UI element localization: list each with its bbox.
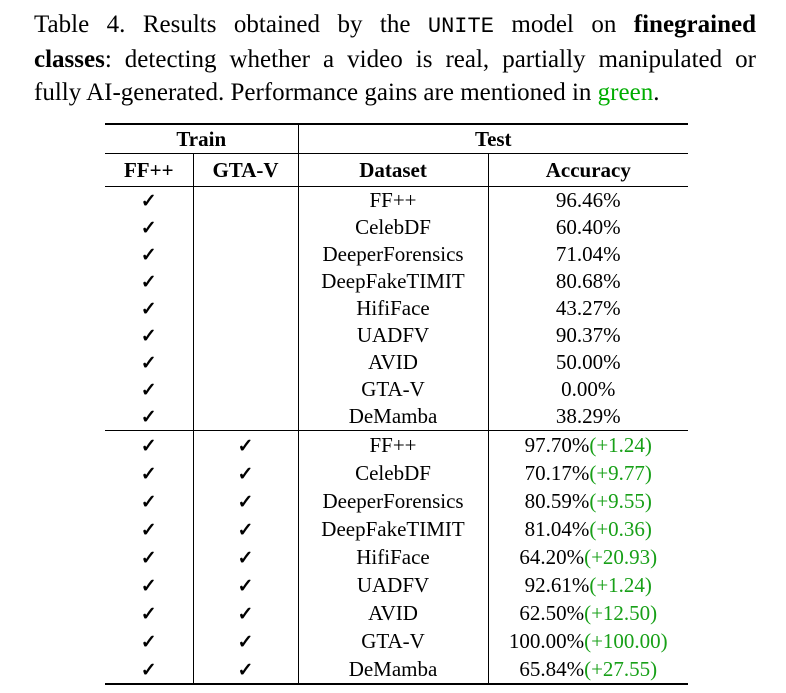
table-row (105, 295, 688, 322)
train-ffpp-cell (105, 376, 193, 403)
train-ffpp-cell (105, 459, 193, 487)
accuracy-gain: (+1.24) (589, 572, 652, 597)
dataset-cell: UADFV (298, 322, 488, 349)
accuracy-cell (488, 241, 688, 268)
accuracy-cell (488, 543, 688, 571)
accuracy-cell (488, 627, 688, 655)
train-gtav-cell (193, 431, 298, 460)
accuracy-cell (488, 322, 688, 349)
train-gtav-cell (193, 487, 298, 515)
accuracy-gain: (+20.93) (584, 544, 658, 569)
accuracy-cell (488, 487, 688, 515)
caption-text: model on (493, 11, 634, 38)
train-ffpp-cell (105, 349, 193, 376)
caption-model-name: UNITE (427, 14, 494, 39)
checkmark-icon: ✓ (237, 519, 254, 541)
checkmark-icon: ✓ (237, 575, 254, 597)
accuracy-value: 81.04% (524, 516, 590, 541)
table-row (105, 543, 688, 571)
checkmark-icon: ✓ (140, 631, 157, 653)
table-row (105, 376, 688, 403)
checkmark-icon: ✓ (237, 659, 254, 681)
accuracy-cell (488, 515, 688, 543)
train-ffpp-cell (105, 487, 193, 515)
table-row (105, 487, 688, 515)
accuracy-value: 60.40% (555, 215, 621, 239)
checkmark-icon: ✓ (140, 326, 157, 347)
accuracy-gain: (+27.55) (584, 656, 658, 681)
caption-green-word: green (597, 79, 654, 106)
header-col-accuracy: Accuracy (488, 154, 688, 187)
accuracy-value: 90.37% (555, 323, 621, 347)
dataset-cell: DeMamba (298, 403, 488, 431)
dataset-cell: CelebDF (298, 214, 488, 241)
dataset-cell: CelebDF (298, 459, 488, 487)
table-row (105, 349, 688, 376)
checkmark-icon: ✓ (140, 603, 157, 625)
train-ffpp-cell (105, 431, 193, 460)
table-row (105, 187, 688, 215)
checkmark-icon: ✓ (140, 519, 157, 541)
train-ffpp-cell (105, 241, 193, 268)
caption-line-2 (34, 43, 756, 76)
accuracy-gain: (+1.24) (589, 432, 652, 457)
header-col-dataset: Dataset (298, 154, 488, 187)
train-gtav-cell-empty (193, 214, 298, 241)
accuracy-value: 65.84% (519, 656, 585, 681)
caption-bold-finegrained: finegrained (633, 11, 756, 38)
train-ffpp-cell (105, 627, 193, 655)
caption-line-3 (34, 76, 756, 109)
train-ffpp-cell (105, 599, 193, 627)
train-ffpp-cell (105, 655, 193, 684)
checkmark-icon: ✓ (140, 407, 157, 428)
table-caption (34, 8, 756, 109)
train-gtav-cell (193, 515, 298, 543)
caption-text: fully AI-generated. Performance gains are mentioned in (34, 79, 598, 106)
dataset-cell: DeepFakeTIMIT (298, 268, 488, 295)
accuracy-gain: (+9.77) (589, 460, 652, 485)
accuracy-value: 71.04% (555, 242, 621, 266)
accuracy-cell (488, 187, 688, 215)
accuracy-cell (488, 295, 688, 322)
accuracy-value: 64.20% (519, 544, 585, 569)
caption-line-1 (34, 8, 756, 43)
accuracy-value: 0.00% (561, 377, 616, 401)
table-row (105, 571, 688, 599)
checkmark-icon: ✓ (140, 191, 157, 212)
train-gtav-cell (193, 627, 298, 655)
train-ffpp-cell (105, 571, 193, 599)
checkmark-icon: ✓ (140, 491, 157, 513)
checkmark-icon: ✓ (140, 380, 157, 401)
train-gtav-cell (193, 599, 298, 627)
train-ffpp-cell (105, 403, 193, 431)
checkmark-icon: ✓ (237, 463, 254, 485)
train-ffpp-cell (105, 268, 193, 295)
train-ffpp-cell (105, 543, 193, 571)
table-row (105, 403, 688, 431)
accuracy-cell (488, 403, 688, 431)
accuracy-value: 62.50% (519, 600, 585, 625)
accuracy-value: 80.59% (524, 488, 590, 513)
header-test: Test (298, 124, 688, 154)
caption-text: Results obtained by the (125, 11, 428, 38)
table-row (105, 599, 688, 627)
train-gtav-cell-empty (193, 322, 298, 349)
header-train: Train (105, 124, 298, 154)
accuracy-value: 38.29% (555, 404, 621, 428)
train-gtav-cell-empty (193, 268, 298, 295)
checkmark-icon: ✓ (140, 245, 157, 266)
checkmark-icon: ✓ (140, 272, 157, 293)
train-gtav-cell-empty (193, 376, 298, 403)
dataset-cell: AVID (298, 599, 488, 627)
table-row (105, 431, 688, 460)
accuracy-value: 100.00% (508, 628, 585, 653)
table-row (105, 459, 688, 487)
checkmark-icon: ✓ (140, 463, 157, 485)
accuracy-cell (488, 599, 688, 627)
dataset-cell: FF++ (298, 431, 488, 460)
checkmark-icon: ✓ (237, 547, 254, 569)
accuracy-gain: (+9.55) (589, 488, 652, 513)
accuracy-value: 96.46% (555, 188, 621, 212)
accuracy-value: 97.70% (524, 432, 590, 457)
checkmark-icon: ✓ (140, 218, 157, 239)
accuracy-cell (488, 376, 688, 403)
header-col-ffpp: FF++ (105, 154, 193, 187)
accuracy-cell (488, 655, 688, 684)
checkmark-icon: ✓ (237, 631, 254, 653)
results-table (105, 123, 688, 685)
train-ffpp-cell (105, 322, 193, 349)
accuracy-cell (488, 571, 688, 599)
train-gtav-cell-empty (193, 295, 298, 322)
dataset-cell: HifiFace (298, 543, 488, 571)
accuracy-cell (488, 268, 688, 295)
dataset-cell: DeMamba (298, 655, 488, 684)
table-row (105, 322, 688, 349)
accuracy-gain: (+0.36) (589, 516, 652, 541)
header-columns-row (105, 154, 688, 187)
dataset-cell: AVID (298, 349, 488, 376)
caption-text: : detecting whether a video is real, partially manipulated or (104, 46, 756, 73)
dataset-cell: UADFV (298, 571, 488, 599)
train-gtav-cell (193, 655, 298, 684)
dataset-cell: DeeperForensics (298, 487, 488, 515)
section-ffpp-and-gtav (105, 431, 688, 685)
checkmark-icon: ✓ (140, 299, 157, 320)
train-gtav-cell-empty (193, 241, 298, 268)
train-ffpp-cell (105, 187, 193, 215)
checkmark-icon: ✓ (237, 435, 254, 457)
dataset-cell: DeepFakeTIMIT (298, 515, 488, 543)
accuracy-gain: (+100.00) (584, 628, 668, 653)
checkmark-icon: ✓ (237, 603, 254, 625)
accuracy-cell (488, 349, 688, 376)
train-gtav-cell (193, 571, 298, 599)
accuracy-value: 92.61% (524, 572, 590, 597)
accuracy-value: 70.17% (524, 460, 590, 485)
accuracy-value: 50.00% (555, 350, 621, 374)
checkmark-icon: ✓ (237, 491, 254, 513)
checkmark-icon: ✓ (140, 575, 157, 597)
table-row (105, 241, 688, 268)
dataset-cell: GTA-V (298, 627, 488, 655)
caption-table-number: Table 4. (34, 11, 126, 38)
table-row (105, 515, 688, 543)
checkmark-icon: ✓ (140, 435, 157, 457)
table-row (105, 268, 688, 295)
section-ffpp-only (105, 187, 688, 431)
checkmark-icon: ✓ (140, 353, 157, 374)
header-col-gtav: GTA-V (193, 154, 298, 187)
accuracy-cell (488, 459, 688, 487)
dataset-cell: FF++ (298, 187, 488, 215)
accuracy-cell (488, 214, 688, 241)
train-gtav-cell-empty (193, 187, 298, 215)
caption-bold-classes: classes (34, 46, 105, 73)
train-ffpp-cell (105, 214, 193, 241)
checkmark-icon: ✓ (140, 547, 157, 569)
header-group-row (105, 124, 688, 154)
dataset-cell: DeeperForensics (298, 241, 488, 268)
accuracy-value: 43.27% (555, 296, 621, 320)
dataset-cell: GTA-V (298, 376, 488, 403)
accuracy-value: 80.68% (555, 269, 621, 293)
caption-text: . (653, 79, 660, 106)
train-gtav-cell (193, 459, 298, 487)
train-ffpp-cell (105, 295, 193, 322)
train-gtav-cell (193, 543, 298, 571)
train-ffpp-cell (105, 515, 193, 543)
table-row (105, 655, 688, 684)
table-row (105, 214, 688, 241)
checkmark-icon: ✓ (140, 659, 157, 681)
accuracy-cell (488, 431, 688, 460)
accuracy-gain: (+12.50) (584, 600, 658, 625)
train-gtav-cell-empty (193, 403, 298, 431)
table-row (105, 627, 688, 655)
train-gtav-cell-empty (193, 349, 298, 376)
dataset-cell: HifiFace (298, 295, 488, 322)
